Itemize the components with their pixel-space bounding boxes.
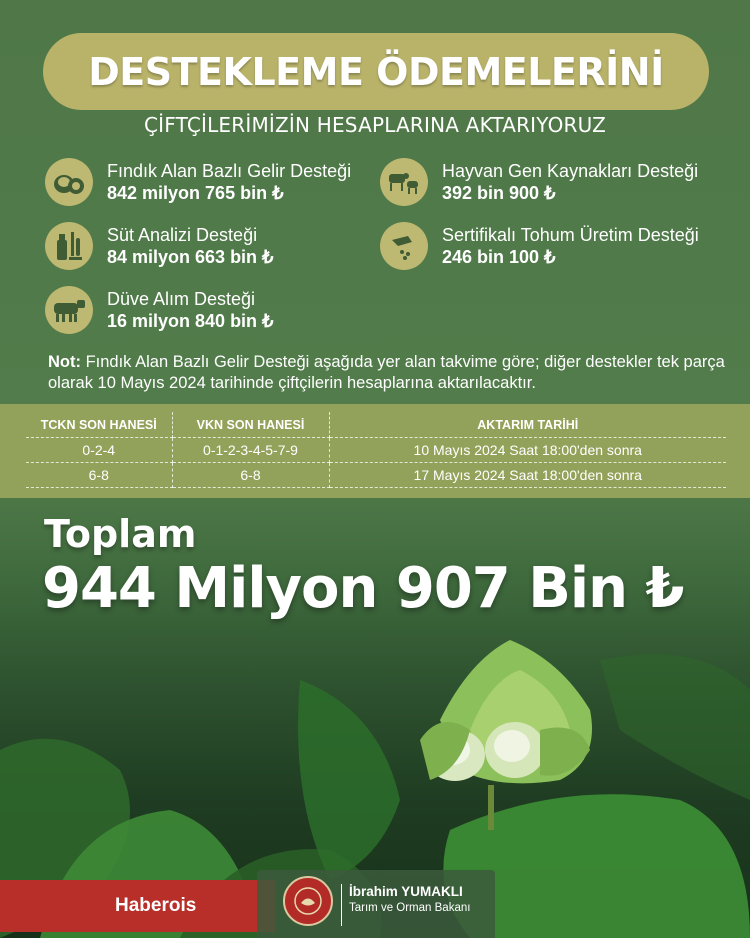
table-row: [26, 438, 726, 463]
total-value: 944 Milyon 907 Bin ₺: [42, 556, 684, 621]
support-name: Süt Analizi Desteği: [107, 225, 258, 245]
support-amount: 842 milyon 765 bin ₺: [107, 183, 284, 203]
minister-title: Tarım ve Orman Bakanı: [349, 902, 471, 914]
table-cell: 0-2-4: [26, 438, 172, 463]
support-item-gene-resources: [380, 158, 698, 206]
support-name: Fındık Alan Bazlı Gelir Desteği: [107, 161, 352, 181]
note-text: Fındık Alan Bazlı Gelir Desteği aşağıda yer alan takvime göre; diğer destekler tek parça olarak 10 Mayıs 2024 tarihinde çiftçilerin hesaplarına aktarılacaktır.: [48, 353, 725, 392]
brand-name: Haberois: [115, 895, 197, 916]
cow-icon: [45, 286, 93, 334]
total-label: Toplam: [44, 512, 197, 556]
page-subtitle: ÇİFTÇİLERİMİZİN HESAPLARINA AKTARIYORUZ: [143, 113, 607, 137]
support-amount: 16 milyon 840 bin ₺: [107, 311, 274, 331]
payment-note: [48, 352, 728, 394]
support-item-certified-seed: [380, 222, 699, 270]
support-item-hazelnut: [45, 158, 351, 206]
table-cell: 6-8: [26, 463, 172, 488]
support-amount: 246 bin 100 ₺: [442, 247, 556, 267]
milk-lab-icon: [45, 222, 93, 270]
minister-name: İbrahim YUMAKLI: [349, 884, 463, 899]
payment-schedule-table: [26, 412, 726, 488]
table-header-row: [26, 412, 726, 438]
support-amount: 392 bin 900 ₺: [442, 183, 556, 203]
note-label: Not:: [48, 353, 81, 371]
ministry-seal-icon: [283, 876, 333, 926]
seed-icon: [380, 222, 428, 270]
table-cell: 17 Mayıs 2024 Saat 18:00'den sonra: [329, 463, 726, 488]
brand-bar: [0, 880, 275, 932]
table-cell: 10 Mayıs 2024 Saat 18:00'den sonra: [329, 438, 726, 463]
support-item-milk-analysis: [45, 222, 274, 270]
hazelnut-icon: [45, 158, 93, 206]
column-header: VKN SON HANESİ: [172, 412, 329, 438]
column-header: AKTARIM TARİHİ: [329, 412, 726, 438]
page-title: DESTEKLEME ÖDEMELERİNİ: [88, 49, 664, 94]
column-header: TCKN SON HANESİ: [26, 412, 172, 438]
support-name: Hayvan Gen Kaynakları Desteği: [442, 161, 699, 181]
livestock-icon: [380, 158, 428, 206]
support-name: Sertifikalı Tohum Üretim Desteği: [442, 225, 699, 245]
footer-divider: [341, 884, 342, 926]
support-name: Düve Alım Desteği: [107, 289, 256, 309]
support-amount: 84 milyon 663 bin ₺: [107, 247, 274, 267]
table-cell: 0-1-2-3-4-5-7-9: [172, 438, 329, 463]
support-item-heifer: [45, 286, 274, 334]
title-banner: [43, 33, 709, 110]
table-cell: 6-8: [172, 463, 329, 488]
table-row: [26, 463, 726, 488]
